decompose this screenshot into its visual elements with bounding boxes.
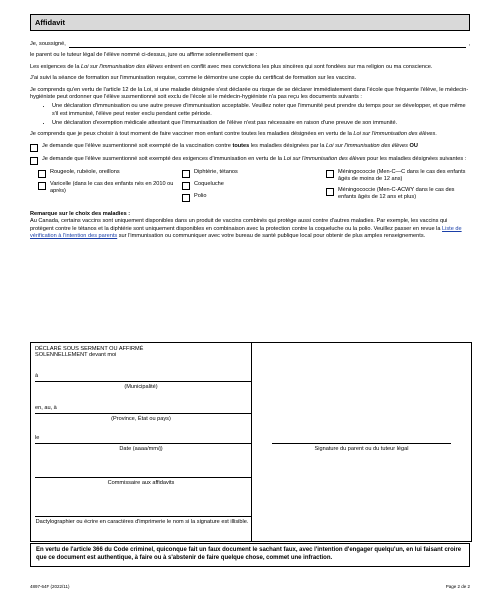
disease-checkbox[interactable]	[326, 188, 334, 196]
page-number: Page 2 de 2	[445, 584, 470, 589]
commissioner-field[interactable]	[35, 477, 251, 478]
parent-signature-section	[252, 343, 471, 541]
disease-option[interactable]: Méningococcie (Men-C-ACWY dans le cas des enfants âgés de 12 ans et plus)	[326, 187, 470, 202]
note-text: Au Canada, certains vaccins sont uniquement disponibles dans un produit de vaccins combinés qui protège aussi contre d'autres maladies. Par exemple, les vaccins qui protègent contre le tétanos et la diphtérie sont uniquement disponibles en combinaison avec la protection contre la coqueluche ou la polio. Veuillez passer en revue la Liste de vérification à l'intention des parents sur l'immunisation ou communiquer avec votre bureau de santé publique local pour obtenir de plus amples renseignements.	[30, 218, 462, 239]
disease-checkbox[interactable]	[182, 170, 190, 178]
declared-label: DÉCLARÉ SOUS SERMENT OU AFFIRMÉ SOLENNELLEMENT devant moi	[35, 346, 144, 358]
name-field[interactable]	[69, 41, 467, 48]
date-field[interactable]	[35, 443, 251, 444]
le-label: le	[35, 435, 40, 441]
disease-options	[30, 169, 470, 205]
note-title: Remarque sur le choix des maladies :	[30, 210, 131, 217]
commissioner-section	[31, 343, 252, 541]
disease-option[interactable]: Coqueluche	[182, 181, 326, 190]
section-title: Affidavit	[35, 18, 65, 27]
parent-signature-label: Signature du parent ou du tuteur légal	[314, 446, 409, 452]
disease-option[interactable]: Diphtérie, tétanos	[182, 169, 326, 178]
exempt-some-label: Je demande que l'élève susmentionné soit exempté des exigences d'immunisation en vertu de la Loi sur l'immunisation des élèves pour les maladies désignées suivantes :	[42, 155, 467, 162]
paragraph-training: J'ai suivi la séance de formation sur l'immunisation requise, comme le démontre une copie du certificat de formation sur les vaccins.	[30, 75, 357, 82]
exempt-all-option[interactable]	[30, 143, 470, 152]
disease-checkbox[interactable]	[182, 182, 190, 190]
parent-checklist-link[interactable]: Liste de vérification à l'intention des parents	[30, 225, 462, 239]
disease-column-2	[182, 169, 326, 205]
municipality-field[interactable]	[35, 381, 251, 382]
disease-option[interactable]: Méningococcie (Men-C—C dans le cas des enfants âgés de moins de 12 ans)	[326, 169, 470, 184]
section-header	[30, 14, 470, 31]
disease-checkbox[interactable]	[38, 170, 46, 178]
at-label: à	[35, 373, 39, 379]
criminal-code-warning: En vertu de l'article 366 du Code criminel, quiconque fait un faux document le sachant faux, avec l'intention d'engager quelqu'un, en lui faisant croire que ce document est authentique, à faire ou à s'abstenir de faire quelque chose, commet une infraction.	[30, 543, 470, 567]
parent-signature-field[interactable]	[272, 443, 451, 444]
paragraph-parent: le parent ou le tuteur légal de l'élève nommé ci-dessus, jure ou affirme solennellement que :	[30, 52, 258, 59]
list-item: • Une déclaration d'exemption médicale attestant que l'immunisation de l'élève n'est pas nécessaire en raison d'une preuve de son immunité.	[52, 120, 470, 127]
disease-checkbox[interactable]	[326, 170, 334, 178]
disease-option[interactable]: Polio	[182, 193, 326, 202]
printed-name-field[interactable]	[35, 516, 251, 517]
disease-checkbox[interactable]	[38, 182, 46, 190]
province-field[interactable]	[35, 413, 251, 414]
form-number: 4897-64F (2022/11)	[30, 584, 70, 589]
disease-column-3	[326, 169, 470, 205]
disease-option[interactable]: Varicelle (dans le cas des enfants nés en 2010 ou après)	[38, 181, 182, 196]
municipality-label: (Municipalité)	[124, 384, 158, 390]
en-au-a-label: en, au, à	[35, 405, 57, 411]
affidavit-page	[30, 14, 470, 240]
paragraph-conflict: Les exigences de la Loi sur l'immunisation des élèves entrent en conflit avec mes convictions les plus sincères qui sont fondées sur ma religion ou ma conscience.	[30, 63, 433, 70]
disease-checkbox[interactable]	[182, 194, 190, 202]
paragraph-choice: Je comprends que je peux choisir à tout moment de faire vacciner mon enfant contre toutes les maladies désignées en vertu de la Loi sur l'immunisation des élèves.	[30, 131, 437, 138]
sworn-prefix: Je, soussigné,	[30, 41, 66, 47]
exempt-all-label: Je demande que l'élève susmentionné soit exempté de la vaccination contre toutes les maladies désignées par la Loi sur l'immunisation des élèves OU	[42, 142, 418, 149]
sworn-suffix: ,	[468, 41, 470, 47]
disease-option[interactable]: Rougeole, rubéole, oreillons	[38, 169, 182, 178]
disease-column-1	[30, 169, 182, 205]
exempt-all-checkbox[interactable]	[30, 144, 38, 152]
exempt-some-checkbox[interactable]	[30, 157, 38, 165]
documents-list	[30, 103, 470, 127]
printed-name-label: Dactylographier ou écrire en caractères d'imprimerie le nom si la signature est illisible.	[35, 519, 249, 525]
signature-form	[30, 342, 472, 542]
sworn-line	[30, 41, 470, 48]
date-label: Date (aaaa/mm/j)	[119, 446, 163, 452]
list-item: • Une déclaration d'immunisation ou une autre preuve d'immunisation acceptable. Veuillez noter que l'immunité peut prendre du temps pour se développer, et que même s'il est immunisé, l'élève peut rester exclu pendant cette période.	[52, 103, 470, 118]
commissioner-label: Commissaire aux affidavits	[107, 480, 175, 486]
province-label: (Province, État ou pays)	[111, 416, 171, 422]
exempt-some-option[interactable]	[30, 156, 470, 165]
paragraph-article12: Je comprends qu'en vertu de l'article 12 de la Loi, si une maladie désignée s'est déclarée ou risque de se déclarer immédiatement dans l'école que fréquente l'élève, le médecin-hygiéniste peut ordonner que l'élève susmentionné soit exclu de l'école si le médecin-hygiéniste n'a pas reçu les documents suivants :	[30, 86, 469, 100]
